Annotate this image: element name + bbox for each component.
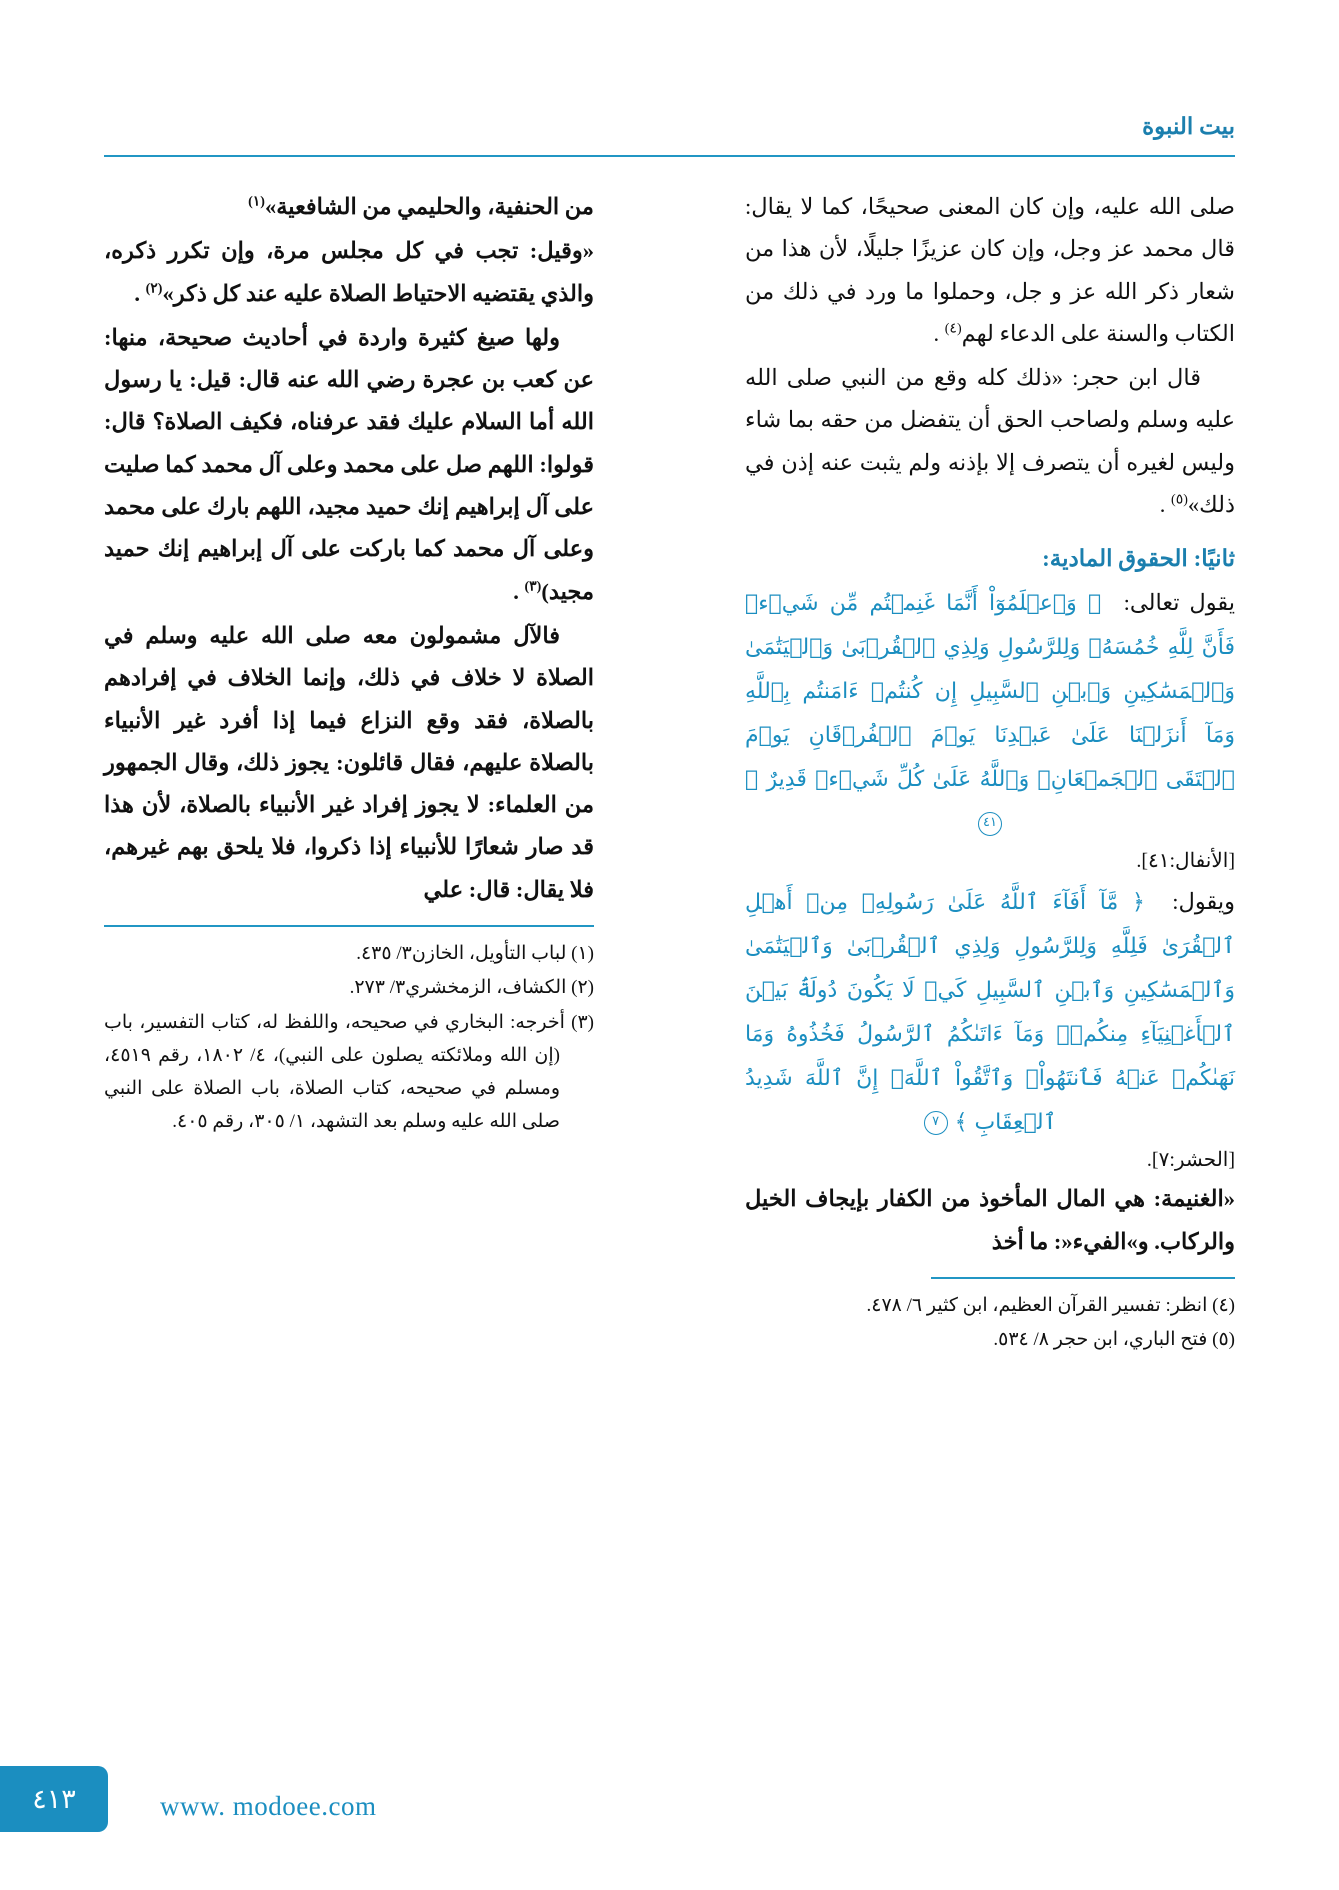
footnote-item: (٤) انظر: تفسير القرآن العظيم، ابن كثير ٦/ ٤٧٨. xyxy=(866,1294,1235,1316)
paragraph: قال ابن حجر: «ذلك كله وقع من النبي صلى الله عليه وسلم ولصاحب الحق أن يتفضل من حقه بما شاء وليس لغيره أن يتصرف إلا بإذنه ولم يثبت عنه إذن في ذلك»$^{(٥)}$ . xyxy=(745,365,1235,518)
left-column xyxy=(104,186,594,1140)
paragraph-text: من الحنفية، والحليمي من الشافعية» xyxy=(264,194,594,219)
website-link[interactable]: www. modoee.com xyxy=(160,1791,377,1821)
verse-intro: يقول تعالى: xyxy=(1123,590,1236,616)
verse-citation: [الحشر:٧]. xyxy=(1146,1149,1235,1172)
book-title: بيت النبوة xyxy=(1142,114,1235,139)
paragraph-text: ولها صيغ كثيرة واردة في أحاديث صحيحة، منها: عن كعب بن عجرة رضي الله عنه قال: قيل: يا رسول الله أما السلام عليك فقد عرفناه، فكيف الصلاة؟ قال: قولوا: اللهم صل على محمد وعلى آل محمد كما صليت على آل إبراهيم إنك حميد مجيد، اللهم بارك على محمد وعلى آل محمد كما باركت على آل إبراهيم إنك حميد مجيد) xyxy=(104,324,594,604)
page-header xyxy=(104,112,1235,156)
page-number-badge: ٤١٣ xyxy=(0,1766,108,1832)
right-column xyxy=(745,186,1235,1357)
footnote-marker: (٢) xyxy=(145,281,163,297)
footnote-divider xyxy=(931,1277,1235,1279)
header-divider xyxy=(104,155,1235,157)
paragraph: «الغنيمة: هي المال المأخوذ من الكفار بإيجاف الخيل والركاب. و»الفيء«: ما أخذ xyxy=(745,1186,1235,1254)
paragraph-text: صلى الله عليه، وإن كان المعنى صحيحًا، كما لا يقال: قال محمد عز وجل، وإن كان عزيزًا جليلًا، لأن هذا من شعار ذكر الله عز و جل، وحملوا ما ورد في ذلك من الكتاب والسنة على الدعاء لهم xyxy=(745,194,1235,346)
paragraph xyxy=(104,186,594,228)
paragraph: صلى الله عليه، وإن كان المعنى صحيحًا، كما لا يقال: قال محمد عز وجل، وإن كان عزيزًا جليلًا، لأن هذا من شعار ذكر الله عز و جل، وحملوا ما ورد في ذلك من الكتاب والسنة على الدعاء لهم$^{(٤)}$ . xyxy=(745,194,1235,346)
footnote-marker: (٤) xyxy=(944,321,962,337)
verse-text: ﴿ مَّآ أَفَآءَ ٱللَّهُ عَلَىٰ رَسُولِهِۦ مِنۡ أَهۡلِ ٱلۡقُرَىٰ فَلِلَّهِ وَلِلرَّسُولِ وَلِذِي ٱلۡقُرۡبَىٰ وَٱلۡيَتَٰمَىٰ وَٱلۡمَسَٰكِينِ وَٱبۡنِ ٱلسَّبِيلِ كَيۡ لَا يَكُونَ دُولَةَۢ بَيۡنَ ٱلۡأَغۡنِيَآءِ مِنكُمۡۚ وَمَآ ءَاتَىٰكُمُ ٱلرَّسُولُ فَخُذُوهُ وَمَا نَهَىٰكُمۡ عَنۡهُ فَٱنتَهُواْۚ وَٱتَّقُواْ ٱللَّهَۖ إِنَّ ٱللَّهَ شَدِيدُ ٱلۡعِقَابِ ﴾ xyxy=(745,890,1235,1136)
paragraph: ولها صيغ كثيرة واردة في أحاديث صحيحة، منها: عن كعب بن عجرة رضي الله عنه قال: قيل: يا رسول الله أما السلام عليك فقد عرفناه، فكيف الصلاة؟ قال: قولوا: اللهم صل على محمد وعلى آل محمد كما صليت على آل إبراهيم إنك حميد مجيد، اللهم بارك على محمد وعلى آل محمد كما باركت على آل إبراهيم إنك حميد مجيد)$^{(٣)}$ . xyxy=(104,324,594,604)
paragraph-text: «وقيل: تجب في كل مجلس مرة، وإن تكرر ذكره، والذي يقتضيه الاحتياط الصلاة عليه عند كل ذكر» xyxy=(104,238,594,306)
verse-text: ﴿ وَٱعۡلَمُوٓاْ أَنَّمَا غَنِمۡتُم مِّن شَيۡءٖ فَأَنَّ لِلَّهِ خُمُسَهُۥ وَلِلرَّسُولِ وَلِذِي ٱلۡقُرۡبَىٰ وَٱلۡيَتَٰمَىٰ وَٱلۡمَسَٰكِينِ وَٱبۡنِ ٱلسَّبِيلِ إِن كُنتُمۡ ءَامَنتُم بِٱللَّهِ وَمَآ أَنزَلۡنَا عَلَىٰ عَبۡدِنَا يَوۡمَ ٱلۡفُرۡقَانِ يَوۡمَ ٱلۡتَقَى ٱلۡجَمۡعَانِۗ وَٱللَّهُ عَلَىٰ كُلِّ شَيۡءٖ قَدِيرٌ ﴾ xyxy=(745,591,1235,793)
footnote-item: (٢) الكشاف، الزمخشري٣/ ٢٧٣. xyxy=(349,977,594,999)
quran-verse-block xyxy=(745,580,1235,846)
section-heading: ثانيًا: الحقوق المادية: xyxy=(1042,546,1235,572)
footnote-divider xyxy=(104,925,594,927)
verse-intro: ويقول: xyxy=(1172,889,1235,915)
footnote-marker: (٣) xyxy=(524,579,542,595)
verse-number-badge: ٧ xyxy=(924,1111,948,1135)
verse-citation: [الأنفال:٤١]. xyxy=(1136,850,1235,873)
footnote-marker: (١) xyxy=(248,194,265,210)
paragraph: «وقيل: تجب في كل مجلس مرة، وإن تكرر ذكره، والذي يقتضيه الاحتياط الصلاة عليه عند كل ذكر»$^{(٢)}$ . xyxy=(104,238,594,306)
paragraph-text: قال ابن حجر: «ذلك كله وقع من النبي صلى الله عليه وسلم ولصاحب الحق أن يتفضل من حقه بما شاء وليس لغيره أن يتصرف إلا بإذنه ولم يثبت عنه إذن في ذلك» xyxy=(745,365,1235,518)
footnotes-left xyxy=(104,937,594,1139)
verse-number-badge: ٤١ xyxy=(978,812,1002,836)
footnote-item: (٣) أخرجه: البخاري في صحيحه، واللفظ له، كتاب التفسير، باب (إن الله وملائكته يصلون على النبي)، ٤/ ١٨٠٢، رقم ٤٥١٩، ومسلم في صحيحه، كتاب الصلاة، باب الصلاة على النبي صلى الله عليه وسلم بعد التشهد، ١/ ٣٠٥، رقم ٤٠٥. xyxy=(104,1011,594,1133)
footnotes-right xyxy=(745,1289,1235,1357)
quran-verse-block xyxy=(745,879,1235,1145)
footnote-item: (١) لباب التأويل، الخازن٣/ ٤٣٥. xyxy=(356,943,594,965)
footnote-item: (٥) فتح الباري، ابن حجر ٨/ ٥٣٤. xyxy=(993,1329,1235,1351)
footnote-marker: (٥) xyxy=(1171,492,1188,508)
paragraph: فالآل مشمولون معه صلى الله عليه وسلم في الصلاة لا خلاف في ذلك، وإنما الخلاف في إفرادهم بالصلاة، فقد وقع النزاع فيما إذا أفرد غير الأنبياء بالصلاة عليهم، فقال قائلون: يجوز ذلك، وقال الجمهور من العلماء: لا يجوز إفراد غير الأنبياء بالصلاة، لأن هذا قد صار شعارًا للأنبياء إذا ذكروا، فلا يلحق بهم غيرهم، فلا يقال: قال: علي xyxy=(104,622,594,902)
